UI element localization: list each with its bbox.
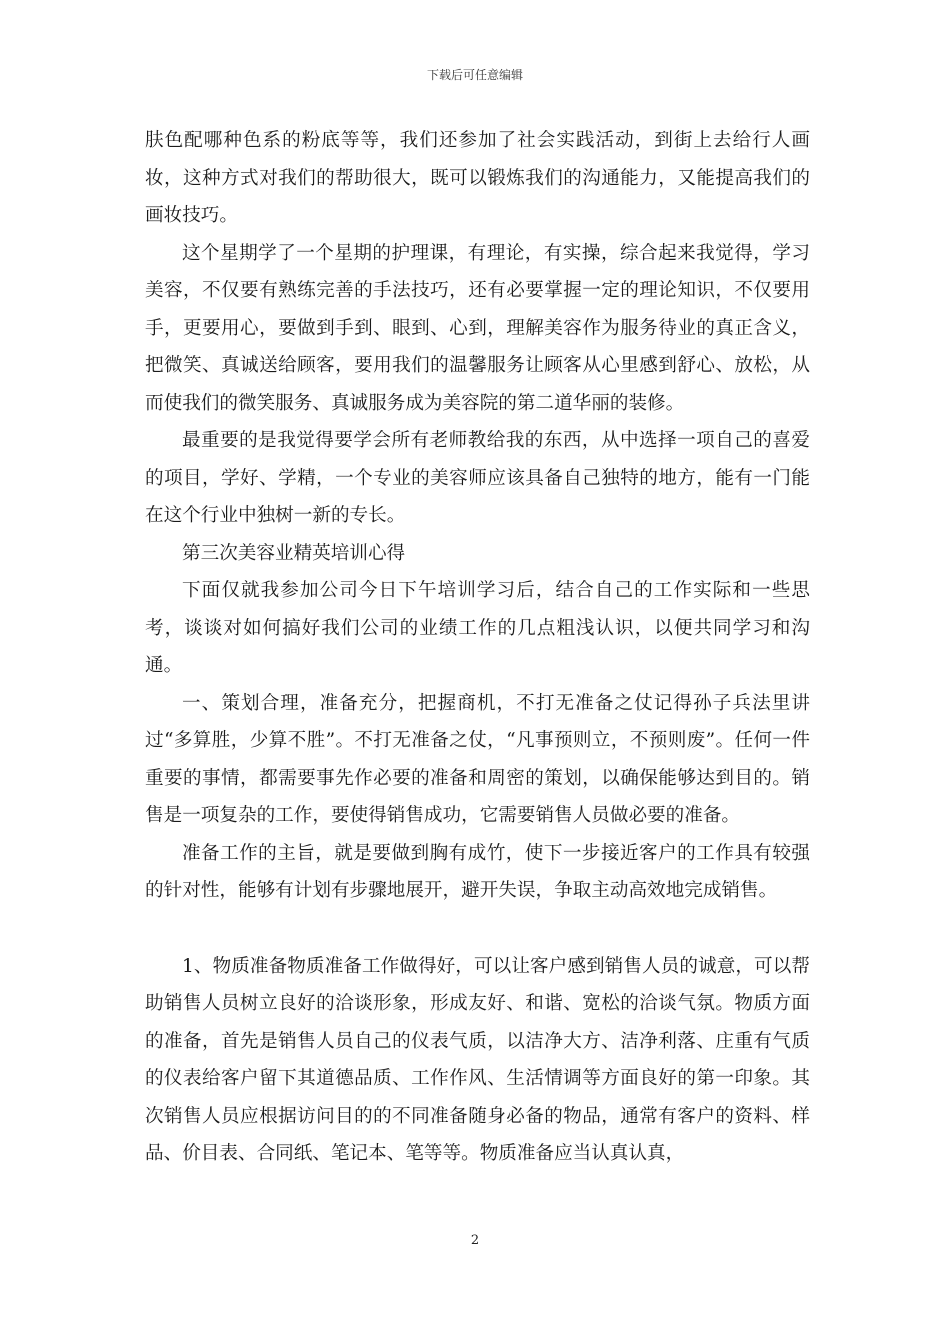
paragraph-5: 一、策划合理，准备充分，把握商机，不打无准备之仗记得孙子兵法里讲过“多算胜，少算不胜”。不打无准备之仗，“凡事预则立，不预则废”。任何一件重要的事情，都需要事先作必要的准备和周密的策划，以确保能够达到目的。销售是一项复杂的工作，要使得销售成功，它需要销售人员做必要的准备。 [145, 692, 810, 826]
paragraph-3: 最重要的是我觉得要学会所有老师教给我的东西，从中选择一项自己的喜爱的项目，学好、学精，一个专业的美容师应该具备自己独特的地方，能有一门能在这个行业中独树一新的专长。 [145, 430, 810, 526]
paragraph-4: 下面仅就我参加公司今日下午培训学习后，结合自己的工作实际和一些思考，谈谈对如何搞好我们公司的业绩工作的几点粗浅认识，以便共同学习和沟通。 [145, 580, 810, 676]
paragraph-6: 准备工作的主旨，就是要做到胸有成竹，使下一步接近客户的工作具有较强的针对性，能够有计划有步骤地展开，避开失误，争取主动高效地完成销售。 [145, 842, 810, 901]
blank-line [145, 910, 810, 948]
paragraph-2: 这个星期学了一个星期的护理课，有理论，有实操，综合起来我觉得，学习美容，不仅要有熟练完善的手法技巧，还有必要掌握一定的理论知识，不仅要用手，更要用心，要做到手到、眼到、心到，理解美容作为服务待业的真正含义，把微笑、真诚送给顾客，要用我们的温馨服务让顾客从心里感到舒心、放松，从而使我们的微笑服务、真诚服务成为美容院的第二道华丽的装修。 [145, 242, 810, 414]
page-number: 2 [470, 1233, 480, 1248]
section-heading: 第三次美容业精英培训心得 [182, 542, 406, 564]
page-header: 下载后可任意编辑 [426, 68, 523, 82]
paragraph-1: 肤色配哪种色系的粉底等等，我们还参加了社会实践活动，到街上去给行人画妆，这种方式对我们的帮助很大，既可以锻炼我们的沟通能力，又能提高我们的画妆技巧。 [145, 130, 810, 226]
document-body [145, 122, 810, 1173]
paragraph-7: 1、物质准备物质准备工作做得好，可以让客户感到销售人员的诚意，可以帮助销售人员树立良好的洽谈形象，形成友好、和谐、宽松的洽谈气氛。物质方面的准备，首先是销售人员自己的仪表气质，以洁净大方、洁净利落、庄重有气质的仪表给客户留下其道德品质、工作作风、生活情调等方面良好的第一印象。其次销售人员应根据访问目的的不同准备随身必备的物品，通常有客户的资料、样品、价目表、合同纸、笔记本、笔等等。物质准备应当认真认真， [145, 955, 810, 1164]
